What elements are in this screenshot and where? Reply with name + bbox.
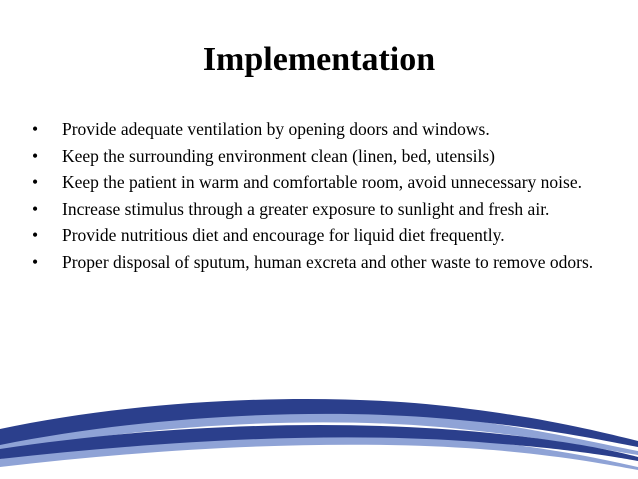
bullet-item-1 <box>32 116 604 143</box>
bullet-item-4 <box>32 196 604 223</box>
bullet-marker: • <box>32 119 39 139</box>
bullet-list <box>32 116 604 275</box>
bullet-marker: • <box>32 172 39 192</box>
bullet-marker: • <box>32 198 39 219</box>
bullet-text: Proper disposal of sputum, human excreta and other waste to remove odors. <box>62 251 594 272</box>
bullet-item-3 <box>32 169 604 196</box>
bullet-item-2 <box>32 143 604 170</box>
bullet-text: Keep the surrounding environment clean (linen, bed, utensils) <box>62 145 496 166</box>
bullet-text: Increase stimulus through a greater exposure to sunlight and fresh air. <box>62 198 550 219</box>
slide-title: Implementation <box>202 41 436 78</box>
bullet-marker: • <box>32 251 39 272</box>
bullet-text: Keep the patient in warm and comfortable room, avoid unnecessary noise. <box>62 172 582 192</box>
bullet-text: Provide nutritious diet and encourage for liquid diet frequently. <box>62 225 505 245</box>
decorative-swoosh <box>0 389 638 479</box>
bullet-marker: • <box>32 225 39 245</box>
bullet-text: Provide adequate ventilation by opening doors and windows. <box>62 119 490 139</box>
bullet-marker: • <box>32 145 39 166</box>
bullet-item-6 <box>32 249 604 276</box>
bullet-item-5 <box>32 222 604 249</box>
